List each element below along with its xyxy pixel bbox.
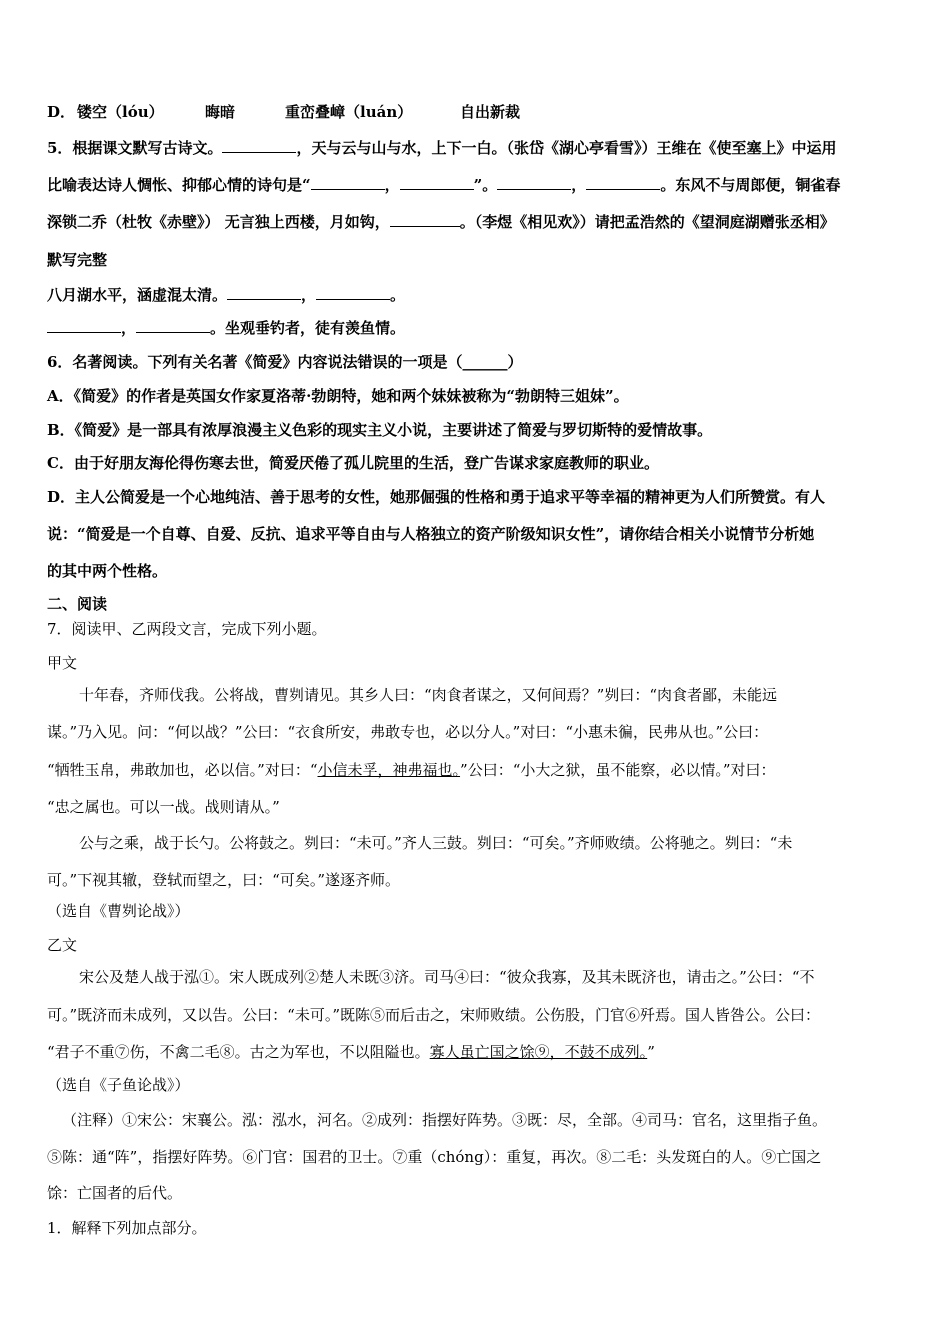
word-1: 镂空（lóu）: [77, 103, 164, 121]
underlined-sentence: 寡人虽亡国之馀⑨，不鼓不成列。: [429, 1043, 648, 1061]
q6-stem: 6．名著阅读。下列有关名著《简爱》内容说法错误的一项是（______）: [47, 353, 523, 371]
q5-line-5: [47, 285, 405, 305]
q5-text: 。: [390, 286, 406, 304]
word-2: 晦暗: [205, 103, 236, 121]
q6-option-c: C．由于好朋友海伦得伤寒去世，简爱厌倦了孤儿院里的生活，登广告谋求家庭教师的职业。: [47, 454, 659, 472]
q5-text: ，: [121, 319, 137, 337]
answer-blank[interactable]: [222, 138, 296, 153]
q5-line-6: [47, 318, 405, 338]
q5-text: 深锁二乔（杜牧《赤壁》） 无言独上西楼，月如钩，: [47, 213, 390, 231]
passage-text: “牺牲玉帛，弗敢加也，必以信。”对曰：“: [47, 761, 318, 779]
answer-blank[interactable]: [136, 318, 210, 333]
q5-line-3: [47, 212, 835, 232]
q5-text: ，: [301, 286, 317, 304]
q5-text: 比喻表达诗人惆怅、抑郁心情的诗句是“: [47, 176, 311, 194]
passage-jia-line-3: [47, 760, 776, 780]
q6-option-d-line-2: 说：“简爱是一个自尊、自爱、反抗、追求平等自由与人格独立的资产阶级知识女性”，请你结合相关小说情节分析她: [47, 525, 815, 543]
q6-option-d-line-3: 的其中两个性格。: [47, 562, 168, 580]
annotation-line-1: （注释）①宋公：宋襄公。泓：泓水，河名。②成列：指摆好阵势。③既：尽，全部。④司马：官名，这里指子鱼。: [62, 1111, 828, 1129]
q7-stem: 7．阅读甲、乙两段文言，完成下列小题。: [47, 620, 327, 638]
passage-jia-line-4: “忠之属也。可以一战。战则请从。”: [47, 798, 280, 816]
q6-option-a: A．《简爱》的作者是英国女作家夏洛蒂·勃朗特，她和两个妹妹被称为“勃朗特三姐妹”。: [47, 387, 629, 405]
answer-blank[interactable]: [311, 175, 385, 190]
q5-text: ，天与云与山与水，上下一白。（张岱《湖心亭看雪》）王维在《使至塞上》中运用: [296, 139, 837, 157]
q5-line-1: [47, 138, 836, 158]
q5-text: 八月湖水平，涵虚混太清。: [47, 286, 228, 304]
answer-blank[interactable]: [47, 318, 121, 333]
passage-yi-source: （选自《子鱼论战》）: [47, 1076, 190, 1094]
q5-text: 。坐观垂钓者，徒有羡鱼情。: [210, 319, 406, 337]
q5-text: ”。: [473, 176, 498, 194]
q6-option-b: B．《简爱》是一部具有浓厚浪漫主义色彩的现实主义小说，主要讲述了简爱与罗切斯特的爱情故事。: [47, 421, 713, 439]
annotation-line-2: ⑤陈：通“阵”，指摆好阵势。⑥门官：国君的卫士。⑦重（chóng）：重复，再次。⑧二毛：头发斑白的人。⑨亡国之: [47, 1148, 822, 1166]
passage-yi-line-3: [47, 1042, 655, 1062]
passage-jia-label: 甲文: [47, 654, 78, 672]
q5-text: 。（李煜《相见欢》）请把孟浩然的《望洞庭湖赠张丞相》: [459, 213, 835, 231]
passage-jia-line-2: 谋。”乃入见。问：“何以战？”公曰：“衣食所安，弗敢专也，必以分人。”对曰：“小惠未徧，民弗从也。”公曰：: [47, 723, 769, 741]
q5-text: 默写完整: [47, 251, 108, 269]
passage-jia-line-5: 公与之乘，战于长勺。公将鼓之。刿曰：“未可。”齐人三鼓。刿曰：“可矣。”齐师败绩。公将驰之。刿曰：“未: [79, 834, 793, 852]
passage-yi-line-1: 宋公及楚人战于泓①。宋人既成列②楚人未既③济。司马④曰：“彼众我寡，及其未既济也，请击之。”公曰：“不: [79, 968, 815, 986]
passage-text: ”: [647, 1043, 655, 1061]
q5-line-2: [47, 175, 840, 195]
annotation-line-3: 馀：亡国者的后代。: [47, 1184, 183, 1202]
answer-blank[interactable]: [316, 285, 390, 300]
answer-blank[interactable]: [227, 285, 301, 300]
q5-stem: 5．根据课文默写古诗文。: [47, 139, 223, 157]
passage-jia-line-1: 十年春，齐师伐我。公将战，曹刿请见。其乡人曰：“肉食者谋之，又何间焉？”刿曰：“肉食者鄙，未能远: [79, 686, 778, 704]
q4-option-d: [47, 102, 521, 122]
q5-line-4: [47, 250, 107, 270]
passage-yi-line-2: 可。”既济而未成列，又以告。公曰：“未可。”既陈⑤而后击之，宋师败绩。公伤股，门官⑥歼焉。国人皆咎公。公曰：: [47, 1006, 821, 1024]
answer-blank[interactable]: [400, 175, 474, 190]
passage-text: ”公曰：“小大之狱，虽不能察，必以情。”对曰：: [460, 761, 776, 779]
word-3: 重峦叠嶂（luán）: [285, 103, 413, 121]
answer-blank[interactable]: [586, 175, 660, 190]
word-4: 自出新裁: [460, 103, 521, 121]
passage-jia-source: （选自《曹刿论战》）: [47, 902, 190, 920]
q6-option-d-line-1: D．主人公简爱是一个心地纯洁、善于思考的女性，她那倔强的性格和勇于追求平等幸福的精神更为人们所赞赏。有人: [47, 488, 826, 506]
passage-jia-line-6: 可。”下视其辙，登轼而望之，曰：“可矣。”遂逐齐师。: [47, 871, 401, 889]
passage-yi-label: 乙文: [47, 936, 78, 954]
sub-question-1: 1．解释下列加点部分。: [47, 1219, 207, 1237]
section-heading: 二、阅读: [47, 595, 108, 613]
answer-blank[interactable]: [497, 175, 571, 190]
q5-text: ，: [384, 176, 400, 194]
q5-text: 。东风不与周郎便，铜雀春: [660, 176, 841, 194]
underlined-sentence: 小信未孚，神弗福也。: [317, 761, 461, 779]
answer-blank[interactable]: [390, 212, 460, 227]
q5-text: ，: [571, 176, 587, 194]
passage-text: “君子不重⑦伤，不禽二毛⑧。古之为军也，不以阻隘也。: [47, 1043, 430, 1061]
option-label: D．: [47, 103, 76, 121]
